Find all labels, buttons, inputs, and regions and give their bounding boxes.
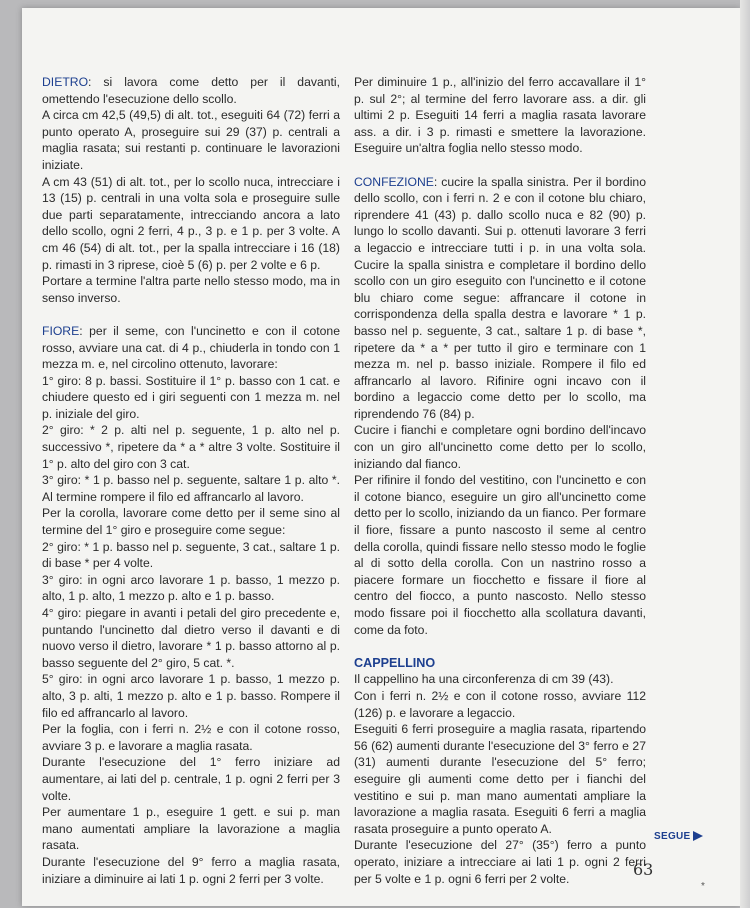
section-heading: CAPPELLINO — [354, 655, 436, 670]
paragraph-text: 1° giro: 8 p. bassi. Sostituire il 1° p. basso con 1 cat. e chiudere questo ed i giri seguenti con 1 mezza m. nel p. iniziale del giro. — [42, 373, 340, 421]
paragraph-text: 2° giro: * 2 p. alti nel p. seguente, 1 p. alto nel p. successivo *, ripetere da * a * altre 3 volte. Sostituire il 1° p. alto del giro con 3 cat. — [42, 423, 340, 471]
paragraph-spacer — [354, 157, 646, 174]
paragraph-text: 4° giro: piegare in avanti i petali del giro precedente e, puntando l'uncinetto dal dietro verso il davanti e di nuovo verso il dietro, lavorare * 1 p. basso attorno al p. basso seguente del 2° giro, 5 cat. *. — [42, 606, 340, 670]
paragraph-text: Durante l'esecuzione del 27° (35°) ferro a punto operato, iniziare a intrecciare ai lati 1 p. ogni 2 ferri per 5 volte e 1 p. ogni 6 ferri per 2 volte. — [354, 838, 646, 886]
paragraph — [42, 273, 340, 306]
paragraph — [354, 174, 646, 423]
page-edge — [740, 0, 750, 908]
paragraph-text: : per il seme, con l'uncinetto e con il cotone rosso, avviare una cat. di 4 p., chiuderla in tondo con 1 mezza m. e, nel circolino ottenuto, lavorare: — [42, 323, 340, 372]
paragraph-text: Il cappellino ha una circonferenza di cm 39 (43). — [354, 672, 614, 687]
paragraph — [354, 671, 646, 688]
paragraph — [42, 174, 340, 274]
paragraph-text: : si lavora come detto per il davanti, omettendo l'esecuzione dello scollo. — [42, 75, 340, 106]
paragraph — [354, 721, 646, 837]
paragraph — [42, 373, 340, 423]
paragraph-text: Durante l'esecuzione del 9° ferro a maglia rasata, iniziare a diminuire ai lati 1 p. ogni 2 ferri per 3 volte. — [42, 854, 340, 886]
paragraph-text: Con i ferri n. 2½ e con il cotone rosso, avviare 112 (126) p. e lavorare a legaccio. — [354, 688, 646, 720]
section-label: FIORE — [42, 323, 80, 338]
paragraph-text: Cucire i fianchi e completare ogni bordino dell'incavo con un giro all'uncinetto come detto per lo scollo, iniziando dal fianco. — [354, 423, 646, 471]
paragraph-text: 2° giro: * 1 p. basso nel p. seguente, 3 cat., saltare 1 p. di base * per 4 volte. — [42, 539, 340, 571]
right-text-column — [354, 74, 646, 887]
paragraph — [42, 721, 340, 754]
continue-arrow-icon — [693, 831, 703, 841]
paragraph — [42, 754, 340, 804]
section-label: CONFEZIONE — [354, 174, 434, 189]
paragraph — [42, 539, 340, 572]
paragraph-text: Per diminuire 1 p., all'inizio del ferro accavallare il 1° p. sul 2°; al termine del ferro lavorare ass. a dir. gli ultimi 2 p. Eseguiti 14 ferri a maglia rasata lavorare ass. a dir. i 3 p. rimasti e smettere la lavorazione. Eseguire un'altra foglia nello stesso modo. — [354, 75, 646, 156]
paragraph-text: Portare a termine l'altra parte nello stesso modo, ma in senso inverso. — [42, 274, 340, 305]
page-number: 63 — [633, 860, 654, 879]
paragraph-text: A circa cm 42,5 (49,5) di alt. tot., eseguiti 64 (72) ferri a punto operato A, proseguire sui 29 (37) p. centrali a maglia rasata; sui restanti p. continuare le lavorazioni iniziate. — [42, 108, 340, 172]
corner-mark: * — [701, 881, 705, 892]
paragraph — [354, 472, 646, 638]
left-text-column — [42, 74, 340, 887]
paragraph — [354, 688, 646, 721]
paragraph-text: Per la foglia, con i ferri n. 2½ e con il cotone rosso, avviare 3 p. e lavorare a maglia rasata. — [42, 722, 340, 753]
paragraph — [354, 422, 646, 472]
paragraph-spacer — [42, 306, 340, 323]
paragraph — [354, 74, 646, 157]
paragraph — [42, 472, 340, 505]
paragraph — [42, 422, 340, 472]
paragraph-text: A cm 43 (51) di alt. tot., per lo scollo nuca, intrecciare i 13 (15) p. centrali in una volta sola e proseguire sulle due parti separatamente, intrecciando ancora a lato dello scollo, ogni 2 ferri, 4 p., 3 p. e 1 p. per 3 volte. A cm 46 (54) di alt. tot., per la spalla intrecciare i 16 (18) p. rimasti in 3 riprese, cioè 5 (6) p. per 2 volte e 6 p. — [42, 174, 340, 272]
paragraph-text: 5° giro: in ogni arco lavorare 1 p. basso, 1 mezzo p. alto, 3 p. alti, 1 mezzo p. alto e 1 p. basso. Rompere il filo ed affrancarlo al lavoro. — [42, 672, 340, 720]
paragraph — [42, 107, 340, 173]
paragraph — [354, 837, 646, 887]
paragraph-text: Per la corolla, lavorare come detto per il seme sino al termine del 1° giro e proseguire come segue: — [42, 506, 340, 538]
paragraph — [42, 671, 340, 721]
paragraph — [42, 605, 340, 671]
paragraph — [42, 804, 340, 854]
paragraph-text: 3° giro: in ogni arco lavorare 1 p. basso, 1 mezzo p. alto, 1 p. alto, 1 mezzo p. alto e 1 p. basso. — [42, 572, 340, 604]
paragraph-text: Durante l'esecuzione del 1° ferro iniziare ad aumentare, ai lati del p. centrale, 1 p. ogni 2 ferri per 3 volte. — [42, 755, 340, 803]
paragraph — [42, 505, 340, 538]
paragraph-spacer — [354, 638, 646, 655]
paragraph — [42, 74, 340, 107]
paragraph-text: 3° giro: * 1 p. basso nel p. seguente, saltare 1 p. alto *. Al termine rompere il filo ed affrancarlo al lavoro. — [42, 473, 340, 504]
paragraph-text: Per aumentare 1 p., eseguire 1 gett. e sui p. man mano aumentati ampliare la lavorazione a maglia rasata. — [42, 805, 340, 853]
section-label: DIETRO — [42, 75, 89, 89]
paragraph — [42, 854, 340, 887]
paragraph — [42, 323, 340, 373]
paragraph-text: : cucire la spalla sinistra. Per il bordino dello scollo, con i ferri n. 2 e con il cotone blu chiaro, riprendere 41 (43) p. dallo scollo nuca e 82 (90) p. lungo lo scollo davanti. Sui p. ottenuti lavorare 3 ferri a legaccio e intrecciare tutti i p. in una volta sola. Cucire la spalla sinistra e completare il bordino dello scollo con un giro eseguito con l'uncinetto e il cotone blu chiaro come segue: affrancare il cotone in corrispondenza della spalla destra e lavorare * 1 p. basso nel p. seguente, 3 cat., saltare 1 p. di base *, ripetere da * a * per tutto il giro e terminare con 1 mezza m. nel p. basso iniziale. Rompere il filo ed affrancarlo al lavoro. Rifinire ogni incavo con il bordino a legaccio come detto per lo scollo, ma riprendendo 76 (84) p. — [354, 174, 646, 421]
paragraph — [42, 572, 340, 605]
paragraph-text: Per rifinire il fondo del vestitino, con l'uncinetto e con il cotone bianco, eseguire un giro all'uncinetto come detto per lo scollo, iniziando da un fianco. Per formare il fiore, fissare a punto nascosto il seme al centro della corolla, quindi fissare nello stesso modo le foglie al di sotto della corolla. Con un nastrino rosso a piacere formare un fiocchetto e fissare il fiore al centro del fiocco, a punto nascosto. Nello stesso modo fissare poi il fiocchetto alla scollatura davanti, come da foto. — [354, 473, 646, 637]
segue-label: SEGUE — [654, 831, 691, 842]
paragraph-text: Eseguiti 6 ferri proseguire a maglia rasata, ripartendo 56 (62) aumenti durante l'esecuzione del 3° ferro e 27 (31) aumenti durante l'esecuzione del 5° ferro; eseguire gli aumenti come detto per i fianchi del vestitino e sui p. man mano aumentati ampliare la lavorazione a maglia rasata. Eseguiti 6 ferri a maglia rasata proseguire a punto operato A. — [354, 722, 646, 836]
